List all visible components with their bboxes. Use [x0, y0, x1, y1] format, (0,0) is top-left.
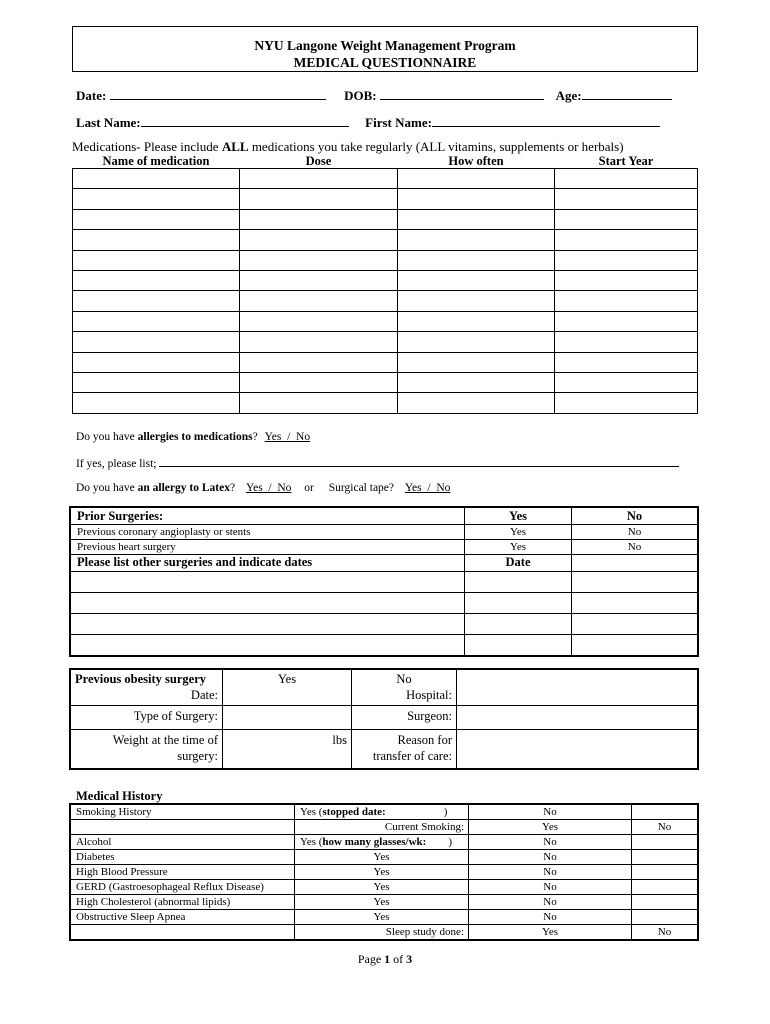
medications-header-row [73, 155, 698, 169]
table-row [70, 593, 698, 614]
alcohol-yes-prefix: Yes ( [300, 836, 323, 848]
table-row [70, 850, 698, 865]
alcohol-yes-cell[interactable] [295, 835, 469, 850]
obesity-surgery-table [69, 668, 699, 770]
smoking-yes-bold: stopped date: [322, 806, 386, 818]
page-of: of [390, 952, 407, 966]
obesity-surgery-row-3 [70, 730, 698, 770]
surgeon-label: Surgeon: [352, 706, 457, 730]
condition-yes[interactable]: Yes [295, 895, 469, 910]
sleep-study-no[interactable]: No [632, 925, 699, 941]
hospital-field[interactable] [457, 669, 699, 706]
condition-no[interactable]: No [469, 895, 632, 910]
reason-label-line1: Reason for [397, 733, 452, 747]
page-prefix: Page [357, 952, 385, 966]
table-row [70, 804, 698, 820]
table-row [73, 291, 698, 311]
surgery-angioplasty-yes[interactable]: Yes [465, 525, 572, 540]
medications-intro-suffix: medications you take regularly (ALL vitamins, supplements or herbals) [248, 139, 624, 154]
table-row [73, 311, 698, 331]
table-row [73, 230, 698, 250]
reason-field[interactable] [457, 730, 699, 770]
table-row [73, 393, 698, 413]
date-label: Date: [76, 88, 107, 103]
condition-label: High Blood Pressure [70, 865, 295, 880]
smoking-yes-prefix: Yes ( [300, 806, 323, 818]
latex-options[interactable]: Yes / No [245, 482, 292, 494]
q1-prefix: Do you have [76, 431, 138, 443]
allergy-list-row [76, 456, 679, 470]
first-name-field[interactable] [432, 114, 660, 127]
weight-label-line1: Weight at the time of [112, 733, 218, 747]
table-row [70, 820, 698, 835]
obesity-surgery-label: Previous obesity surgery [75, 672, 207, 686]
reason-label-cell [352, 730, 457, 770]
table-row [73, 209, 698, 229]
obesity-surgery-row-2 [70, 706, 698, 730]
dob-label: DOB: [344, 88, 377, 103]
smoking-label: Smoking History [70, 804, 295, 820]
q1-bold: allergies to medications [137, 431, 253, 443]
condition-no[interactable]: No [469, 880, 632, 895]
table-row [70, 925, 698, 941]
surgery-heart-no[interactable]: No [572, 540, 699, 555]
col-start-year: Start Year [555, 155, 698, 169]
medications-intro-prefix: Medications- Please include [72, 139, 222, 154]
weight-label-line2: surgery: [177, 749, 218, 763]
table-row [73, 372, 698, 392]
table-row [70, 572, 698, 593]
type-of-surgery-field[interactable] [223, 706, 352, 730]
medical-history-table [69, 803, 699, 941]
allergy-medications-options[interactable]: Yes / No [264, 431, 311, 443]
q2-prefix: Do you have [76, 482, 138, 494]
allergy-medications-question [76, 431, 310, 443]
sleep-study-yes[interactable]: Yes [469, 925, 632, 941]
col-dose: Dose [240, 155, 398, 169]
title-box [72, 26, 698, 72]
medications-intro [72, 139, 624, 155]
age-field[interactable] [582, 87, 672, 100]
medical-history-title: Medical History [76, 789, 163, 803]
col-how-often: How often [398, 155, 555, 169]
latex-allergy-question [76, 482, 450, 494]
date-field[interactable] [110, 87, 326, 100]
table-row [73, 189, 698, 209]
first-name-label: First Name: [365, 115, 432, 130]
surgery-heart-yes[interactable]: Yes [465, 540, 572, 555]
condition-no[interactable]: No [469, 910, 632, 925]
name-row [76, 114, 660, 131]
other-surgeries-date-header: Date [465, 555, 572, 572]
allergy-list-label: If yes, please list; [76, 458, 157, 470]
alcohol-label: Alcohol [70, 835, 295, 850]
sleep-study-label: Sleep study done: [295, 925, 469, 941]
form-title: MEDICAL QUESTIONNAIRE [293, 55, 477, 70]
smoking-no[interactable]: No [469, 804, 632, 820]
dob-field[interactable] [380, 87, 544, 100]
surgery-angioplasty-no[interactable]: No [572, 525, 699, 540]
condition-label: GERD (Gastroesophageal Reflux Disease) [70, 880, 295, 895]
last-name-label: Last Name: [76, 115, 141, 130]
hospital-label: Hospital: [406, 688, 452, 702]
date-dob-age-row [76, 87, 672, 104]
current-smoking-yes[interactable]: Yes [469, 820, 632, 835]
condition-yes[interactable]: Yes [295, 850, 469, 865]
surgery-angioplasty-label: Previous coronary angioplasty or stents [70, 525, 465, 540]
table-row [70, 614, 698, 635]
obesity-surgery-row-1 [70, 669, 698, 706]
table-row [70, 525, 698, 540]
condition-yes[interactable]: Yes [295, 880, 469, 895]
type-of-surgery-label: Type of Surgery: [70, 706, 223, 730]
condition-no[interactable]: No [469, 865, 632, 880]
current-smoking-label: Current Smoking: [295, 820, 469, 835]
table-row [73, 332, 698, 352]
table-row [73, 270, 698, 290]
condition-label: Obstructive Sleep Apnea [70, 910, 295, 925]
table-row [73, 352, 698, 372]
prior-surgeries-label: Prior Surgeries: [70, 507, 465, 525]
page-current: 1 [384, 952, 391, 966]
program-title: NYU Langone Weight Management Program [254, 38, 516, 53]
table-row [70, 540, 698, 555]
surgical-tape-label: Surgical tape? [328, 482, 395, 494]
reason-label-line2: transfer of care: [372, 749, 452, 763]
prior-surgeries-header [70, 507, 698, 525]
alcohol-yes-bold: how many glasses/wk: [322, 836, 427, 848]
prior-surgeries-table [69, 506, 699, 657]
condition-yes[interactable]: Yes [295, 865, 469, 880]
age-label: Age: [555, 88, 582, 103]
obesity-no[interactable]: No [396, 672, 412, 686]
q2-suffix: ? [229, 482, 236, 494]
table-row [70, 895, 698, 910]
obesity-label-cell [70, 669, 223, 706]
condition-yes[interactable]: Yes [295, 910, 469, 925]
weight-label-cell [70, 730, 223, 770]
surgeon-field[interactable] [457, 706, 699, 730]
prior-surgeries-no-header: No [572, 507, 699, 525]
alcohol-no[interactable]: No [469, 835, 632, 850]
table-row [73, 169, 698, 189]
lbs-unit: lbs [332, 733, 347, 747]
page-total: 3 [406, 952, 413, 966]
smoking-yes-cell[interactable] [295, 804, 469, 820]
surgery-heart-label: Previous heart surgery [70, 540, 465, 555]
alcohol-yes-suffix: ) [448, 836, 452, 848]
condition-no[interactable]: No [469, 850, 632, 865]
obesity-no-hospital-cell [352, 669, 457, 706]
medications-table [72, 155, 698, 414]
table-row [73, 250, 698, 270]
smoking-yes-suffix: ) [443, 806, 448, 818]
table-row [70, 910, 698, 925]
table-row [70, 835, 698, 850]
col-name-of-medication: Name of medication [73, 155, 240, 169]
condition-label: High Cholesterol (abnormal lipids) [70, 895, 295, 910]
table-row [70, 865, 698, 880]
other-surgeries-label: Please list other surgeries and indicate dates [70, 555, 465, 572]
surgical-tape-options[interactable]: Yes / No [404, 482, 451, 494]
table-row [70, 635, 698, 657]
other-surgeries-header [70, 555, 698, 572]
weight-field[interactable] [223, 730, 352, 770]
or-text: or [304, 482, 314, 494]
page-number [0, 952, 770, 967]
table-row [70, 880, 698, 895]
medications-intro-bold: ALL [221, 139, 249, 154]
q1-suffix: ? [252, 431, 258, 443]
condition-label: Diabetes [70, 850, 295, 865]
last-name-field[interactable] [141, 114, 349, 127]
obesity-date-label: Date: [190, 688, 218, 702]
prior-surgeries-yes-header: Yes [465, 507, 572, 525]
allergy-list-field[interactable] [159, 456, 679, 467]
current-smoking-no[interactable]: No [632, 820, 699, 835]
obesity-yes[interactable]: Yes [223, 669, 352, 706]
q2-bold: an allergy to Latex [137, 482, 230, 494]
